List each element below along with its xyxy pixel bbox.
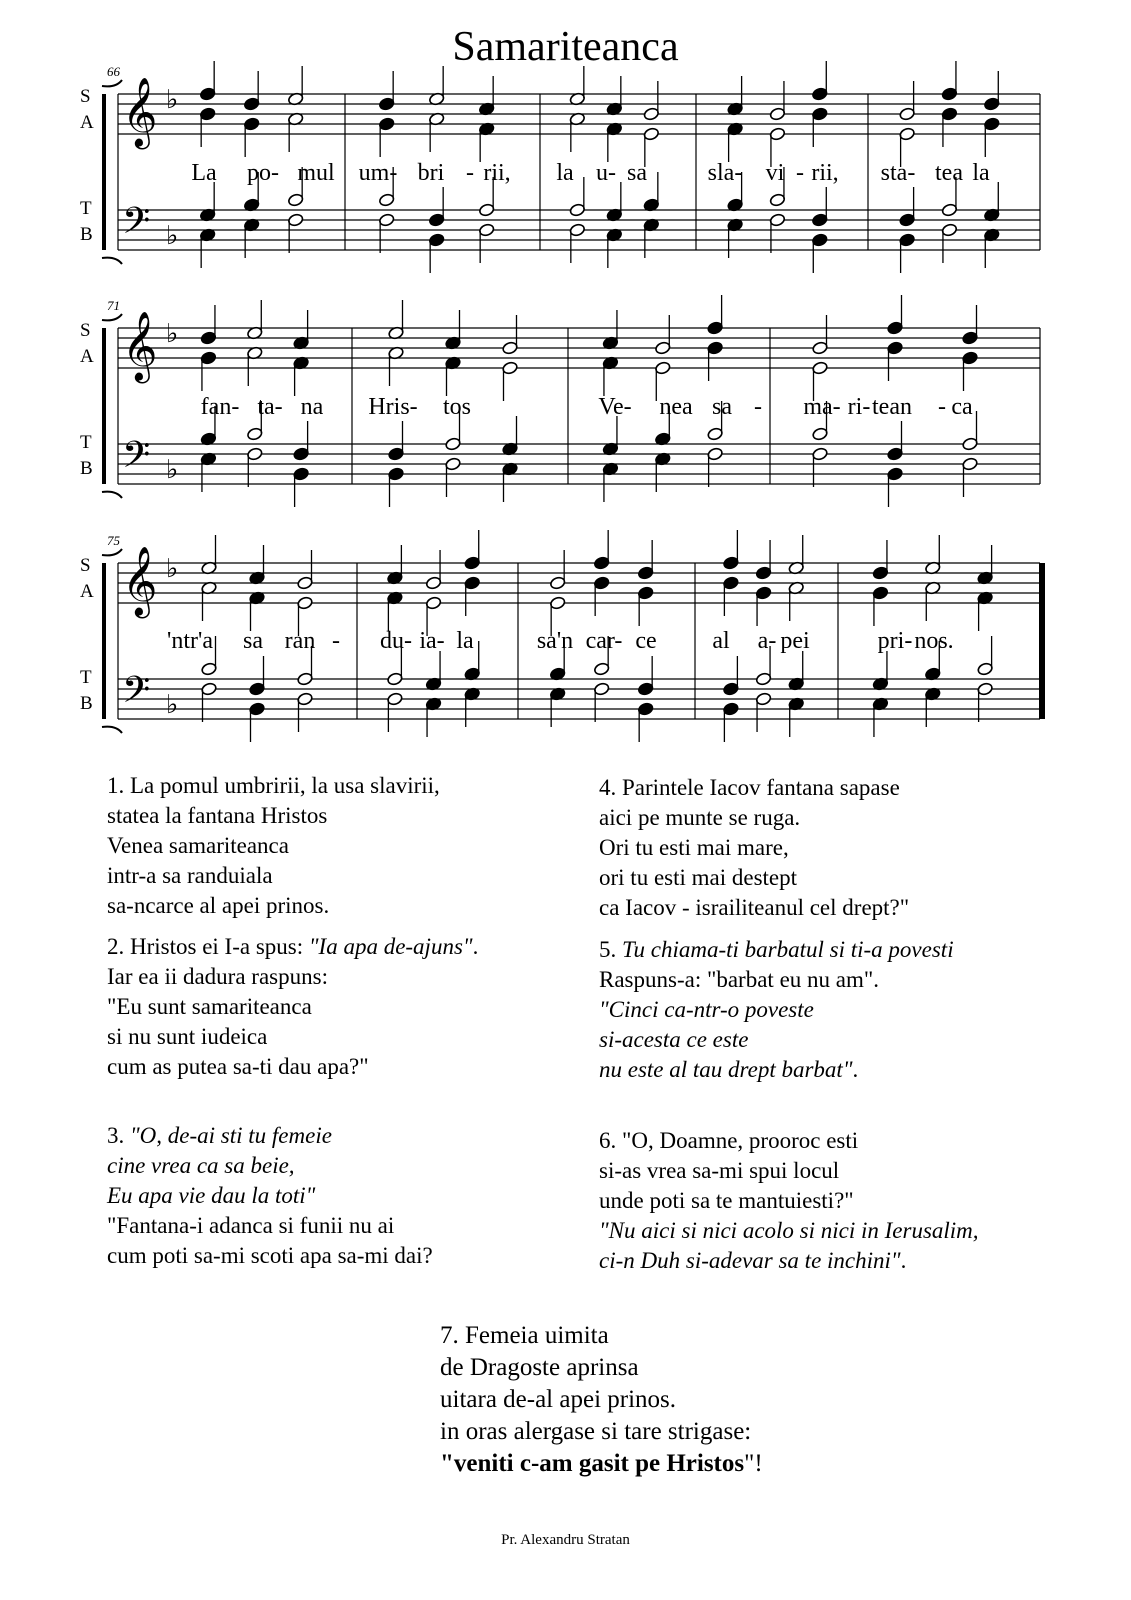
bass-clef-icon: 𝄢 [122,669,151,720]
verse-text: "Nu aici si nici acolo si nici in Ierusalim, [599,1218,979,1243]
verse-7 [440,1320,763,1480]
alto-note [887,341,904,355]
lyric-syllable: pri- [877,628,913,654]
tenor-note [755,672,772,686]
verse-line [599,863,909,893]
lyric-syllable: sta- [880,160,916,186]
verse-text: "Cinci ca-ntr-o poveste [599,997,814,1022]
bass-note [249,702,266,716]
verse-text: 1. La pomul umbririi, la usa slavirii, [107,773,440,798]
alto-note [502,361,519,375]
soprano-note [723,556,740,570]
lyric-syllable: tean [872,394,912,420]
verse-text: cum as putea sa-ti dau apa?" [107,1054,369,1079]
lyric-syllable: Ve- [598,394,632,420]
tenor-note [769,193,786,207]
verse-text: nu este al tau drept barbat" [599,1057,853,1082]
bass-note [287,213,304,227]
verse-line [599,935,954,965]
bracket-hook [102,314,122,320]
alto-note [637,586,654,600]
verse-1 [107,771,440,921]
alto-note [464,576,481,590]
tenor-note [378,193,395,207]
verse-text: ori tu esti mai destept [599,865,798,890]
part-label-alto: A [80,581,94,602]
flat-key-signature-icon: ♭ [166,554,179,584]
lyric-syllable: sa'n [536,628,574,654]
part-label-tenor: T [80,198,92,219]
verse-line [107,891,440,921]
bass-clef-icon: 𝄢 [122,200,151,251]
lyric-syllable: ma- [803,394,841,420]
part-label-soprano: S [80,555,91,576]
soprano-note [637,566,654,580]
verse-text: 6. "O, Doamne, prooroc esti [599,1128,859,1153]
verse-line [107,1241,433,1271]
verse-text: Eu apa vie dau la toti" [107,1183,316,1208]
soprano-note [297,576,314,590]
alto-note [983,117,1000,131]
verse-text: "Ia apa de-ajuns" [308,934,473,959]
lyric-syllable: - [938,394,946,420]
lyric-syllable: al [712,628,730,654]
lyric-syllable: - [754,394,762,420]
verse-line [107,992,478,1022]
verse-4 [599,773,909,923]
verse-line [107,1151,433,1181]
lyric-syllable: bri [417,160,445,186]
verse-text: Raspuns-a: "barbat eu nu am". [599,967,880,992]
lyric-syllable: - [466,160,474,186]
verse-text: sa-ncarce al apei prinos. [107,893,330,918]
lyric-syllable: ca [951,394,973,420]
verse-2 [107,932,478,1082]
alto-note [769,127,786,141]
lyric-syllable: sa [243,628,263,654]
part-label-bass: B [80,693,93,714]
lyric-syllable: mul [297,160,335,186]
tenor-note [201,662,218,676]
bass-note [941,223,958,237]
verse-line [599,1055,954,1085]
part-label-bass: B [80,458,93,479]
part-label-alto: A [80,112,94,133]
verse-text: si-as vrea sa-mi spui locul [599,1158,840,1183]
verse-text: de Dragoste aprinsa [440,1354,639,1381]
lyric-syllable: car- [585,628,623,654]
alto-note [812,361,829,375]
lyric-syllable: 'ntr'a [167,628,213,654]
alto-note [899,127,916,141]
soprano-note [962,331,979,345]
soprano-note [755,566,772,580]
lyric-syllable: ia- [419,628,445,654]
lyric-syllable: sa [627,160,647,186]
part-label-tenor: T [80,432,92,453]
verse-line [599,1186,979,1216]
verse-text: cum poti sa-mi scoti apa sa-mi dai? [107,1243,433,1268]
verse-line [599,893,909,923]
lyric-syllable: tea [935,160,963,186]
bass-note [977,682,994,696]
measure-number: 75 [107,533,120,548]
verse-text: ci-n Duh si-adevar sa te inchini" [599,1248,901,1273]
tenor-note [246,427,263,441]
lyric-syllable: nea [659,394,693,420]
alto-note [755,586,772,600]
bracket-hook [102,258,122,264]
alto-note [654,361,671,375]
page-title: Samariteanca [452,24,679,70]
verse-text: statea la fantana Hristos [107,803,328,828]
verse-line [440,1384,763,1416]
lyric-syllable: ce [635,628,657,654]
lyric-syllable: a- [757,628,777,654]
lyric-syllable: rii, [483,160,511,186]
verse-line [599,803,909,833]
verse-line [599,995,954,1025]
lyric-syllable: fan- [200,394,240,420]
bass-note [387,692,404,706]
lyric-syllable: rii, [811,160,839,186]
alto-note [811,107,828,121]
lyric-syllable: - [332,628,340,654]
verse-text: 5. [599,937,622,962]
alto-note [723,576,740,590]
bass-note [201,682,218,696]
verse-line [107,861,440,891]
tenor-note [387,672,404,686]
verse-line [107,831,440,861]
part-label-alto: A [80,346,94,367]
alto-note [941,107,958,121]
verse-text: . [852,1057,859,1082]
verse-text: si-acesta ce este [599,1027,749,1052]
tenor-note [445,437,462,451]
verse-text: . [472,934,479,959]
verse-text: in oras alergase si tare strigase: [440,1418,752,1445]
soprano-note [243,97,260,111]
verse-line [107,1211,433,1241]
bass-note [569,223,586,237]
verse-text: "O, de-ai sti tu femeie [130,1123,332,1148]
tenor-note [478,203,495,217]
verse-line [107,1121,433,1151]
lyric-syllable: um- [358,160,398,186]
lyric-syllable: la [556,160,574,186]
lyric-syllable: ta- [257,394,283,420]
tenor-note [887,447,904,461]
verse-text: uitara de-al apei prinos. [440,1386,677,1413]
tenor-note [899,213,916,227]
verse-text: Ori tu esti mai mare, [599,835,789,860]
lyric-syllable: u- [596,160,616,186]
flat-key-signature-icon: ♭ [166,455,179,485]
verse-line [107,1022,478,1052]
lyric-syllable: ri- [847,394,871,420]
verse-line [107,962,478,992]
lyric-syllable: pei [780,628,810,654]
verse-line [599,833,909,863]
bass-note [293,467,310,481]
alto-note [297,596,314,610]
alto-note [707,341,724,355]
treble-clef-icon: 𝄞 [122,546,158,616]
part-label-bass: B [80,224,93,245]
verse-3 [107,1121,433,1271]
soprano-note [643,107,660,121]
tenor-note [249,682,266,696]
verse-line [599,1246,979,1276]
alto-note [425,596,442,610]
lyric-syllable: po- [247,160,279,186]
verse-text: intr-a sa randuiala [107,863,273,888]
final-bar-line [1039,563,1045,719]
bass-note [707,447,724,461]
verse-text: 4. Parintele Iacov fantana sapase [599,775,900,800]
lyric-syllable: vi [765,160,785,186]
tenor-note [293,447,310,461]
bass-note [428,233,445,247]
flat-key-signature-icon: ♭ [166,319,179,349]
bass-note [445,457,462,471]
soprano-note [464,556,481,570]
verse-text: "! [744,1450,763,1477]
verse-text: aici pe munte se ruga. [599,805,801,830]
verse-5 [599,935,954,1085]
bass-note [388,467,405,481]
soprano-note [549,576,566,590]
verse-line [440,1320,763,1352]
soprano-note [200,331,217,345]
verse-line [107,1052,478,1082]
bracket-hook [102,80,122,86]
soprano-note [199,87,216,101]
soprano-note [378,97,395,111]
verse-line [440,1352,763,1384]
bracket-hook [102,549,122,555]
soprano-note [811,87,828,101]
lyric-syllable: la [972,160,990,186]
verse-line [440,1448,763,1480]
verse-line [599,1126,979,1156]
verse-text: "veniti c-am gasit pe Hristos [440,1450,745,1477]
tenor-note [707,427,724,441]
verse-6 [599,1126,979,1276]
soprano-note [887,321,904,335]
alto-note [549,596,566,610]
verse-text: 2. Hristos ei I-a spus: [107,934,309,959]
verse-text: 3. [107,1123,130,1148]
lyric-syllable: La [191,160,217,186]
verse-text: cine vrea ca sa beie, [107,1153,295,1178]
bracket-hook [102,492,122,498]
bass-note [246,447,263,461]
bass-note [297,692,314,706]
verse-text: si nu sunt iudeica [107,1024,268,1049]
lyric-syllable: sa [712,394,732,420]
bass-note [812,447,829,461]
bass-note [478,223,495,237]
verse-line [599,773,909,803]
alto-note [872,586,889,600]
verse-text: Iar ea ii dadura raspuns: [107,964,328,989]
soprano-note [872,566,889,580]
lyric-syllable: - [796,160,804,186]
verse-line [440,1416,763,1448]
verse-line [107,1181,433,1211]
tenor-note [287,193,304,207]
verse-text: "Fantana-i adanca si funii nu ai [107,1213,395,1238]
tenor-note [723,682,740,696]
soprano-note [812,341,829,355]
tenor-note [388,447,405,461]
soprano-note [502,341,519,355]
tenor-note [941,203,958,217]
tenor-note [637,682,654,696]
alto-note [962,351,979,365]
verse-line [599,965,954,995]
flat-key-signature-icon: ♭ [166,221,179,251]
soprano-note [941,87,958,101]
treble-clef-icon: 𝄞 [122,77,158,147]
verse-line [107,932,478,962]
bass-note [723,702,740,716]
verse-line [599,1025,954,1055]
tenor-note [569,203,586,217]
bass-note [811,233,828,247]
lyric-syllable: sla- [707,160,743,186]
soprano-note [769,107,786,121]
bass-note [899,233,916,247]
treble-clef-icon: 𝄞 [122,311,158,381]
bass-note [593,682,610,696]
tenor-note [962,437,979,451]
lyric-syllable: du- [380,628,412,654]
bass-note [962,457,979,471]
alto-note [199,107,216,121]
soprano-note [425,576,442,590]
verse-line [107,801,440,831]
soprano-note [593,556,610,570]
alto-note [243,117,260,131]
music-score [0,0,1131,760]
bass-note [378,213,395,227]
tenor-note [593,662,610,676]
soprano-note [983,97,1000,111]
bass-note [887,467,904,481]
lyric-syllable: tos [442,394,472,420]
verse-text: unde poti sa te mantuiesti?" [599,1188,854,1213]
verse-text: Tu chiama-ti barbatul si ti-a povesti [622,937,954,962]
flat-key-signature-icon: ♭ [166,85,179,115]
verse-line [107,771,440,801]
flat-key-signature-icon: ♭ [166,690,179,720]
verse-text: ca Iacov - israiliteanul cel drept?" [599,895,910,920]
soprano-note [707,321,724,335]
part-label-tenor: T [80,667,92,688]
author-credit: Pr. Alexandru Stratan [501,1532,630,1548]
verse-text: "Eu sunt samariteanca [107,994,312,1019]
tenor-note [297,672,314,686]
bracket-hook [102,727,122,733]
bass-note [637,702,654,716]
bass-note [769,213,786,227]
measure-number: 66 [107,64,120,79]
tenor-note [428,213,445,227]
part-label-soprano: S [80,320,91,341]
lyric-syllable: la [456,628,474,654]
tenor-note [812,427,829,441]
part-label-soprano: S [80,86,91,107]
lyric-syllable: na [300,394,324,420]
verse-line [599,1156,979,1186]
tenor-note [977,662,994,676]
alto-note [593,576,610,590]
lyric-syllable: nos. [914,628,954,654]
verse-line [599,1216,979,1246]
soprano-note [654,341,671,355]
bass-note [755,692,772,706]
alto-note [378,117,395,131]
alto-note [643,127,660,141]
verse-text: Venea samariteanca [107,833,289,858]
verse-text: . [900,1248,907,1273]
lyric-syllable: Hris- [368,394,418,420]
alto-note [200,351,217,365]
soprano-note [899,107,916,121]
measure-number: 71 [107,298,120,313]
tenor-note [811,213,828,227]
bass-clef-icon: 𝄢 [122,434,151,485]
verse-text: 7. Femeia uimita [440,1322,609,1349]
lyric-syllable: ran [284,628,316,654]
